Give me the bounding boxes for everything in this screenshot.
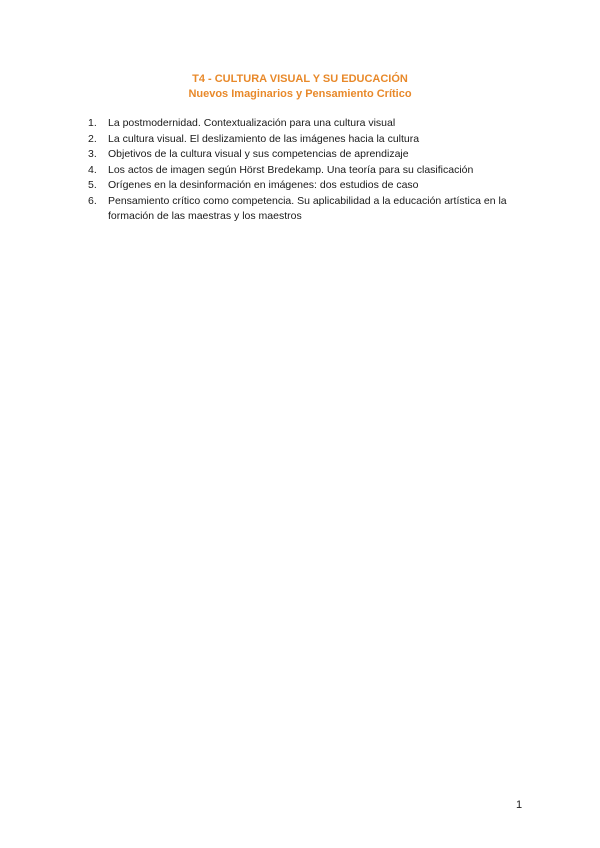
page-number: 1 — [516, 799, 523, 811]
list-item — [88, 163, 528, 179]
list-item-text: Los actos de imagen según Hörst Bredekamp. Una teoría para su clasificación — [108, 163, 474, 176]
list-item-number: 3. — [88, 148, 97, 160]
list-item — [88, 116, 528, 132]
document-title: T4 - CULTURA VISUAL Y SU EDUCACIÓN — [192, 73, 408, 85]
list-item-number: 6. — [88, 194, 97, 207]
list-item — [88, 194, 528, 225]
list-item-number: 4. — [88, 163, 97, 176]
document-subtitle: Nuevos Imaginarios y Pensamiento Crítico — [188, 88, 412, 100]
list-item-number: 2. — [88, 132, 97, 145]
list-item-text: Orígenes en la desinformación en imágenes: dos estudios de caso — [108, 179, 419, 191]
list-item-number: 1. — [88, 117, 97, 129]
list-item-text: La cultura visual. El deslizamiento de las imágenes hacia la cultura — [108, 132, 420, 145]
list-item — [88, 147, 528, 163]
list-item — [88, 178, 528, 194]
table-of-contents — [88, 116, 528, 225]
document-header — [0, 72, 600, 102]
list-item — [88, 132, 528, 148]
list-item-text: La postmodernidad. Contextualización para una cultura visual — [108, 117, 396, 129]
list-item-number: 5. — [88, 179, 97, 191]
list-item-text: Pensamiento crítico como competencia. Su aplicabilidad a la educación artística en la formación de las maestras y los maestros — [108, 194, 507, 222]
list-item-text: Objetivos de la cultura visual y sus competencias de aprendizaje — [108, 148, 409, 160]
